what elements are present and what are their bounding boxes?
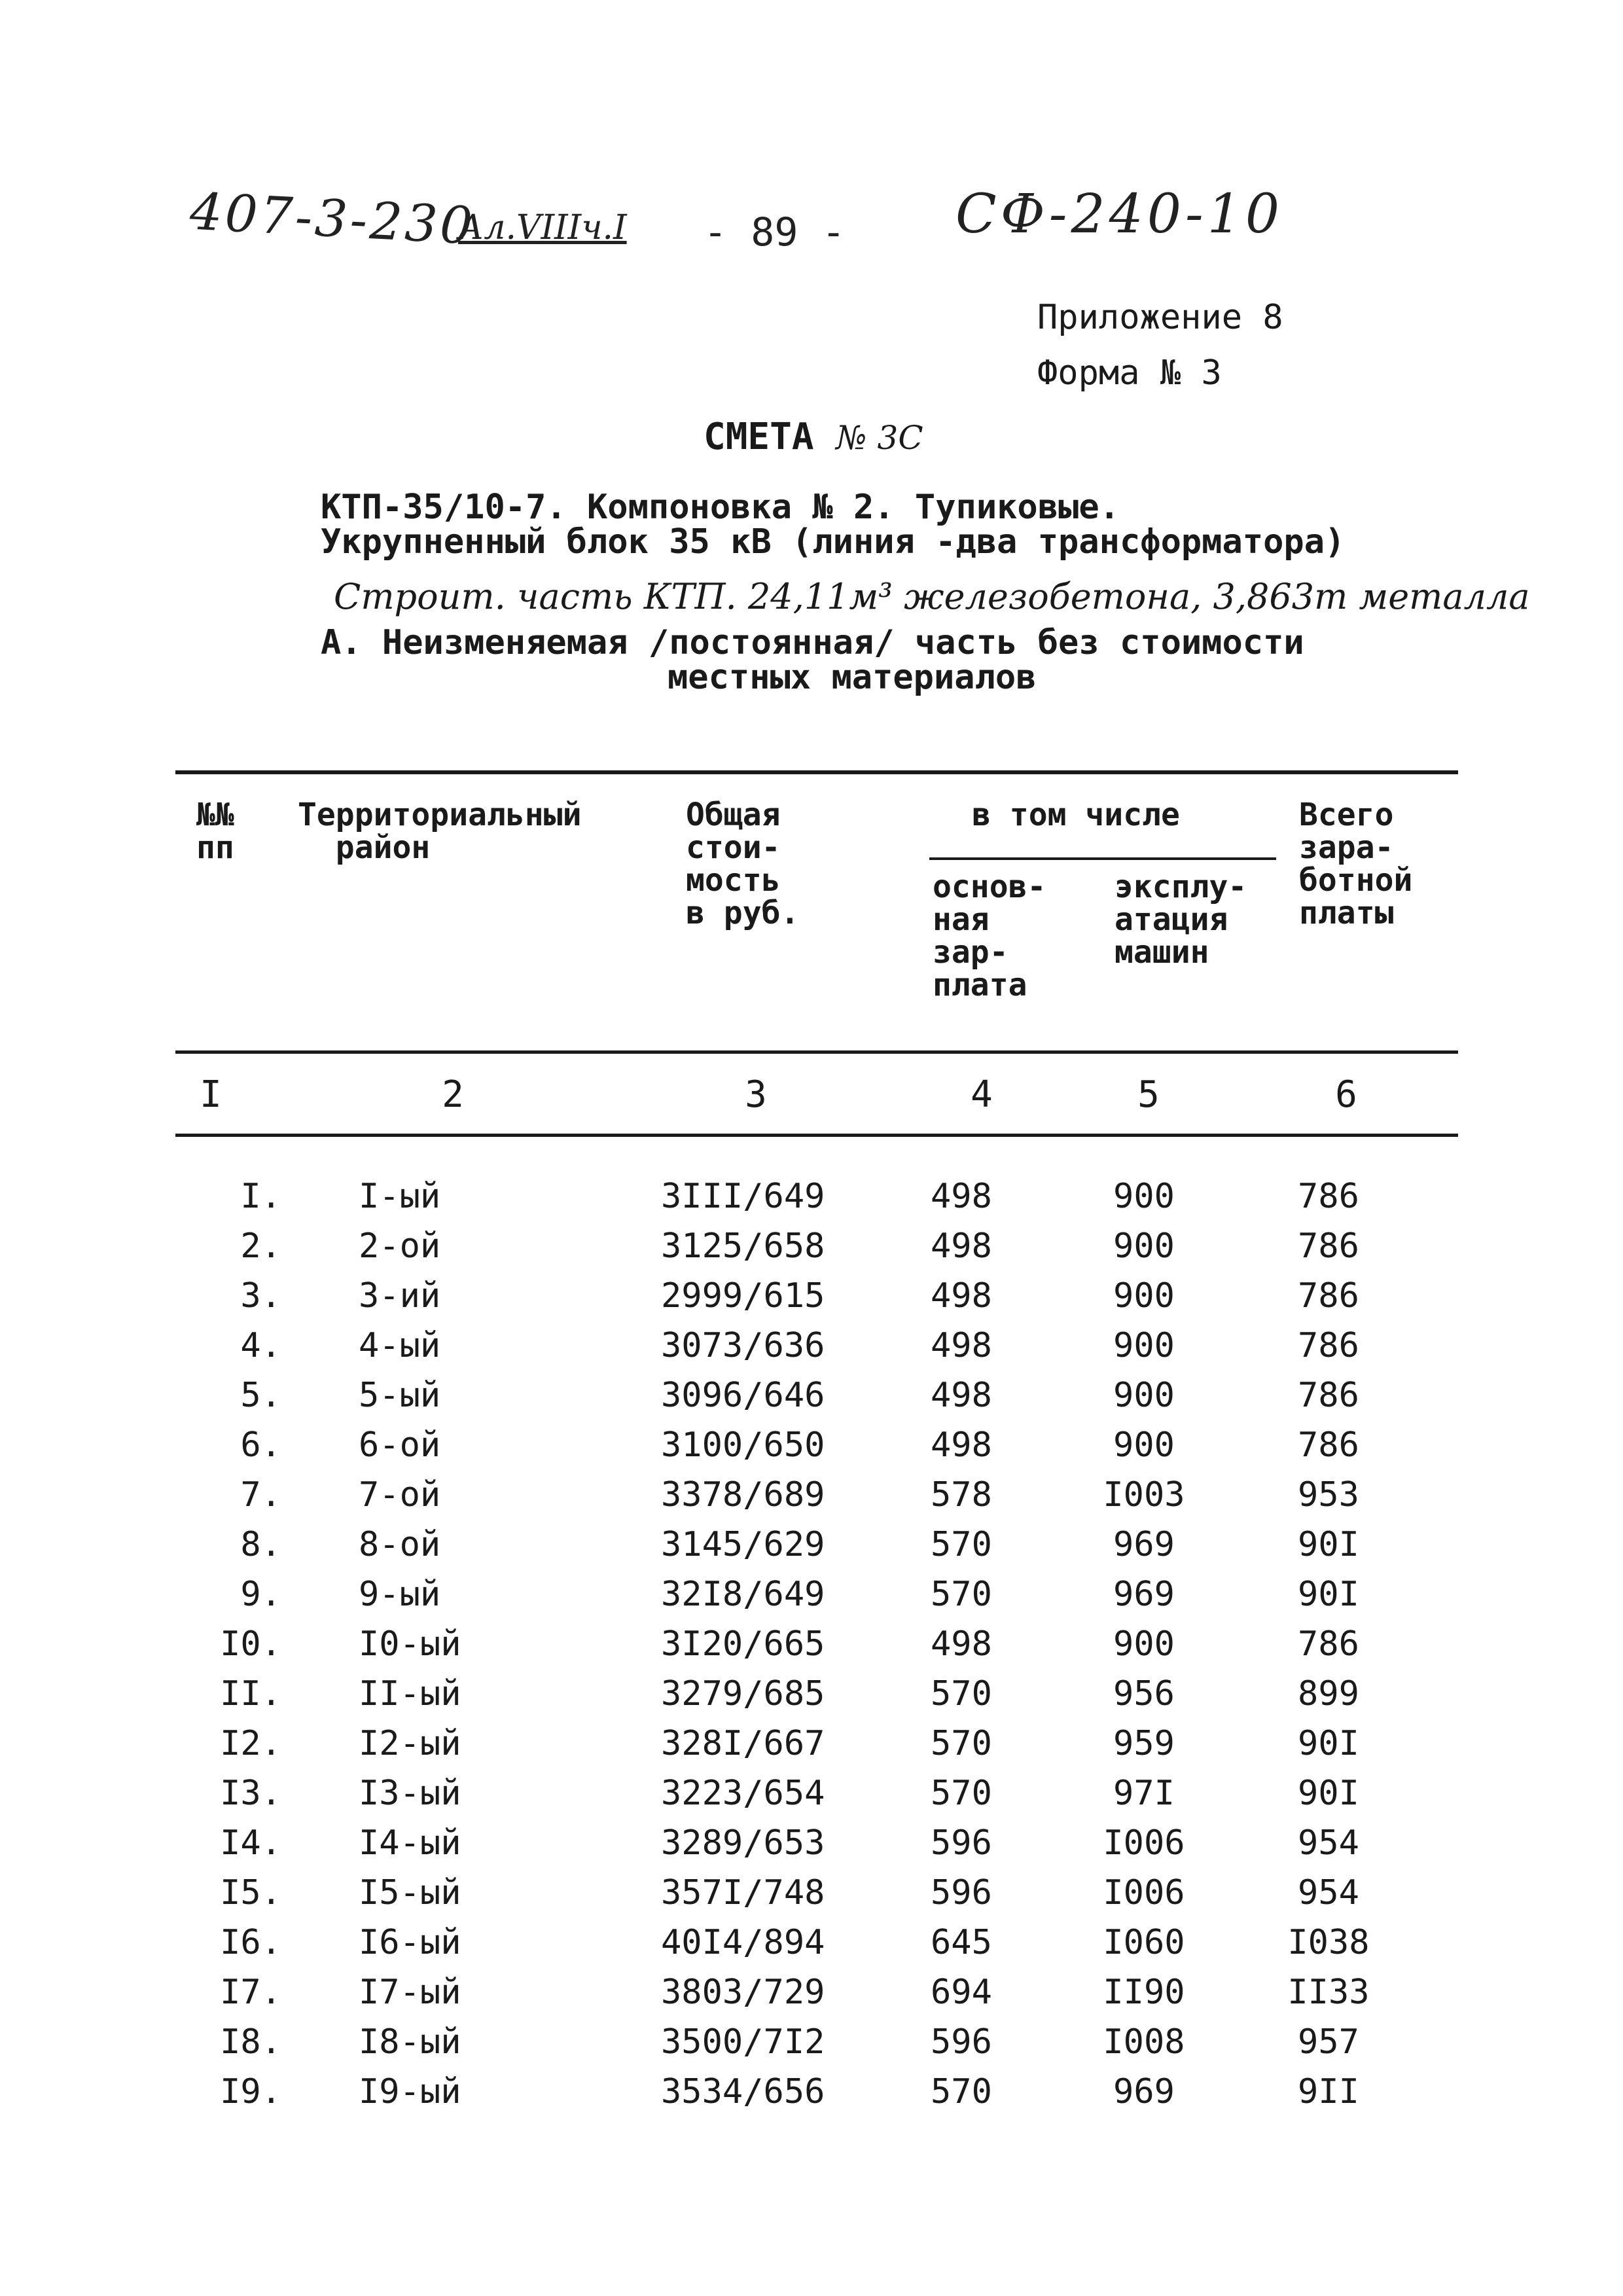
row-total-cost: 2999/615 (661, 1276, 825, 1316)
row-total-cost: 3223/654 (661, 1774, 825, 1813)
header-total-wage: Всего зара- ботной платы (1299, 797, 1413, 931)
title-line-2: Укрупненный блок 35 кВ (линия -два трансформатора) (321, 522, 1346, 562)
header-including: в том числе (972, 797, 1180, 833)
table-row (0, 2017, 1623, 2067)
row-number: 9. (240, 1575, 281, 1614)
row-region: II-ый (359, 1674, 461, 1713)
table-row (0, 1271, 1623, 1321)
header-base-wage: основ- ная зар- плата (933, 869, 1046, 1003)
project-code: СФ-240-10 (955, 183, 1284, 245)
row-total-cost: 3III/649 (661, 1177, 825, 1216)
row-total-cost: 3534/656 (661, 2072, 825, 2111)
row-total-cost: 3145/629 (661, 1525, 825, 1564)
row-base-wage: 498 (931, 1227, 992, 1266)
row-base-wage: 498 (931, 1276, 992, 1316)
row-number: 5. (240, 1376, 281, 1415)
row-machine-operation: 900 (1113, 1426, 1175, 1465)
row-region: I4-ый (359, 1823, 461, 1863)
row-base-wage: 570 (931, 1525, 992, 1564)
row-base-wage: 570 (931, 2072, 992, 2111)
including-subheader-rule (929, 857, 1276, 860)
row-total-wage: 9II (1298, 2072, 1359, 2111)
row-region: 7-ой (359, 1475, 441, 1515)
row-region: I5-ый (359, 1873, 461, 1912)
table-row (0, 1420, 1623, 1470)
row-machine-operation: I006 (1103, 1873, 1185, 1912)
row-total-wage: 786 (1298, 1624, 1359, 1664)
row-total-cost: 3803/729 (661, 1973, 825, 2012)
row-machine-operation: 97I (1113, 1774, 1175, 1813)
doc-code: 407-3-230 (188, 182, 477, 257)
row-region: 2-ой (359, 1227, 441, 1266)
row-number: 7. (240, 1475, 281, 1515)
row-region: 4-ый (359, 1326, 441, 1365)
row-total-wage: 786 (1298, 1177, 1359, 1216)
row-number: I3. (220, 1774, 281, 1813)
row-base-wage: 578 (931, 1475, 992, 1515)
row-machine-operation: 900 (1113, 1227, 1175, 1266)
row-number: 3. (240, 1276, 281, 1316)
row-region: 6-ой (359, 1426, 441, 1465)
table-row (0, 1520, 1623, 1570)
header-territory: Территориальный район (298, 797, 582, 866)
row-machine-operation: 900 (1113, 1376, 1175, 1415)
column-number: 4 (971, 1073, 993, 1116)
row-total-wage: 899 (1298, 1674, 1359, 1713)
header-nn: №№ пп (196, 797, 234, 866)
smeta-title (704, 416, 923, 458)
row-base-wage: 570 (931, 1575, 992, 1614)
row-region: I7-ый (359, 1973, 461, 2012)
row-total-cost: 3279/685 (661, 1674, 825, 1713)
row-region: 9-ый (359, 1575, 441, 1614)
row-machine-operation: 900 (1113, 1624, 1175, 1664)
row-total-cost: 3125/658 (661, 1227, 825, 1266)
row-total-wage: 90I (1298, 1774, 1359, 1813)
row-base-wage: 596 (931, 2022, 992, 2062)
column-number: 2 (442, 1073, 464, 1116)
table-row (0, 1669, 1623, 1719)
column-number: 6 (1335, 1073, 1357, 1116)
row-total-cost: 3096/646 (661, 1376, 825, 1415)
table-row (0, 1321, 1623, 1371)
title-line-1: КТП-35/10-7. Компоновка № 2. Тупиковые. (321, 488, 1120, 527)
column-number: I (200, 1073, 222, 1116)
row-base-wage: 498 (931, 1426, 992, 1465)
appendix-label: Приложение 8 (1037, 298, 1283, 337)
album-reference: Ал.VIIIч.I (458, 208, 627, 247)
row-base-wage: 694 (931, 1973, 992, 2012)
row-total-wage: 953 (1298, 1475, 1359, 1515)
table-row (0, 1172, 1623, 1221)
table-row (0, 1967, 1623, 2017)
row-machine-operation: I006 (1103, 1823, 1185, 1863)
row-total-cost: 328I/667 (661, 1724, 825, 1763)
row-base-wage: 645 (931, 1923, 992, 1962)
row-machine-operation: II90 (1103, 1973, 1185, 2012)
row-total-cost: 3I20/665 (661, 1624, 825, 1664)
row-total-wage: 90I (1298, 1525, 1359, 1564)
header-bottom-rule (175, 1050, 1458, 1054)
table-row (0, 1221, 1623, 1271)
row-machine-operation: 969 (1113, 1575, 1175, 1614)
row-total-wage: 954 (1298, 1823, 1359, 1863)
row-total-cost: 32I8/649 (661, 1575, 825, 1614)
row-total-wage: 90I (1298, 1724, 1359, 1763)
row-region: 3-ий (359, 1276, 441, 1316)
row-base-wage: 498 (931, 1376, 992, 1415)
row-number: I5. (220, 1873, 281, 1912)
row-machine-operation: I003 (1103, 1475, 1185, 1515)
row-number: 2. (240, 1227, 281, 1266)
table-row (0, 1818, 1623, 1868)
table-row (0, 1868, 1623, 1918)
row-machine-operation: 900 (1113, 1326, 1175, 1365)
row-total-wage: II33 (1287, 1973, 1370, 2012)
row-total-wage: 954 (1298, 1873, 1359, 1912)
row-machine-operation: I008 (1103, 2022, 1185, 2062)
row-base-wage: 596 (931, 1823, 992, 1863)
row-number: I. (240, 1177, 281, 1216)
row-base-wage: 570 (931, 1674, 992, 1713)
row-region: I3-ый (359, 1774, 461, 1813)
row-total-wage: I038 (1287, 1923, 1370, 1962)
row-region: I2-ый (359, 1724, 461, 1763)
table-row (0, 1768, 1623, 1818)
form-label: Форма № 3 (1037, 353, 1222, 393)
table-row (0, 1371, 1623, 1420)
row-number: I4. (220, 1823, 281, 1863)
row-total-cost: 357I/748 (661, 1873, 825, 1912)
table-row (0, 1470, 1623, 1520)
row-machine-operation: 969 (1113, 2072, 1175, 2111)
title-line-3-handwritten: Строит. часть КТП. 24,11м³ железобетона, 3,863т металла (334, 576, 1530, 617)
header-total-cost: Общая стои- мость в руб. (686, 797, 800, 931)
row-region: I8-ый (359, 2022, 461, 2062)
row-machine-operation: 900 (1113, 1276, 1175, 1316)
title-line-4: А. Неизменяемая /постоянная/ часть без стоимости (321, 623, 1304, 662)
row-total-cost: 40I4/894 (661, 1923, 825, 1962)
row-total-wage: 786 (1298, 1426, 1359, 1465)
column-number: 3 (745, 1073, 767, 1116)
row-number: I6. (220, 1923, 281, 1962)
row-total-wage: 786 (1298, 1276, 1359, 1316)
row-number: I2. (220, 1724, 281, 1763)
column-numbers-rule (175, 1134, 1458, 1137)
row-total-cost: 3289/653 (661, 1823, 825, 1863)
row-machine-operation: I060 (1103, 1923, 1185, 1962)
header-machine-operation: эксплу- атация машин (1115, 869, 1247, 971)
row-machine-operation: 959 (1113, 1724, 1175, 1763)
row-region: I9-ый (359, 2072, 461, 2111)
row-base-wage: 498 (931, 1177, 992, 1216)
row-number: I8. (220, 2022, 281, 2062)
row-total-cost: 3500/7I2 (661, 2022, 825, 2062)
row-total-cost: 3100/650 (661, 1426, 825, 1465)
row-base-wage: 498 (931, 1624, 992, 1664)
row-machine-operation: 956 (1113, 1674, 1175, 1713)
row-number: 8. (240, 1525, 281, 1564)
table-row (0, 2067, 1623, 2117)
row-total-cost: 3073/636 (661, 1326, 825, 1365)
table-row (0, 1570, 1623, 1619)
row-number: 4. (240, 1326, 281, 1365)
row-total-wage: 786 (1298, 1326, 1359, 1365)
row-base-wage: 498 (931, 1326, 992, 1365)
row-number: I0. (220, 1624, 281, 1664)
table-body (0, 1172, 1623, 2117)
title-line-5: местных материалов (668, 658, 1037, 697)
table-row (0, 1918, 1623, 1967)
row-total-wage: 957 (1298, 2022, 1359, 2062)
row-region: I0-ый (359, 1624, 461, 1664)
row-region: I-ый (359, 1177, 441, 1216)
row-total-cost: 3378/689 (661, 1475, 825, 1515)
row-number: I9. (220, 2072, 281, 2111)
table-row (0, 1719, 1623, 1768)
table-row (0, 1619, 1623, 1669)
row-total-wage: 786 (1298, 1376, 1359, 1415)
row-number: I7. (220, 1973, 281, 2012)
smeta-label: СМЕТА (704, 416, 814, 458)
row-base-wage: 570 (931, 1724, 992, 1763)
row-base-wage: 570 (931, 1774, 992, 1813)
row-total-wage: 786 (1298, 1227, 1359, 1266)
row-base-wage: 596 (931, 1873, 992, 1912)
column-number: 5 (1137, 1073, 1160, 1116)
row-machine-operation: 969 (1113, 1525, 1175, 1564)
row-region: 8-ой (359, 1525, 441, 1564)
row-total-wage: 90I (1298, 1575, 1359, 1614)
row-region: I6-ый (359, 1923, 461, 1962)
table-top-rule (175, 770, 1458, 774)
row-machine-operation: 900 (1113, 1177, 1175, 1216)
row-region: 5-ый (359, 1376, 441, 1415)
smeta-number: № 3С (836, 419, 923, 457)
page-number: - 89 - (704, 209, 846, 255)
row-number: II. (220, 1674, 281, 1713)
row-number: 6. (240, 1426, 281, 1465)
